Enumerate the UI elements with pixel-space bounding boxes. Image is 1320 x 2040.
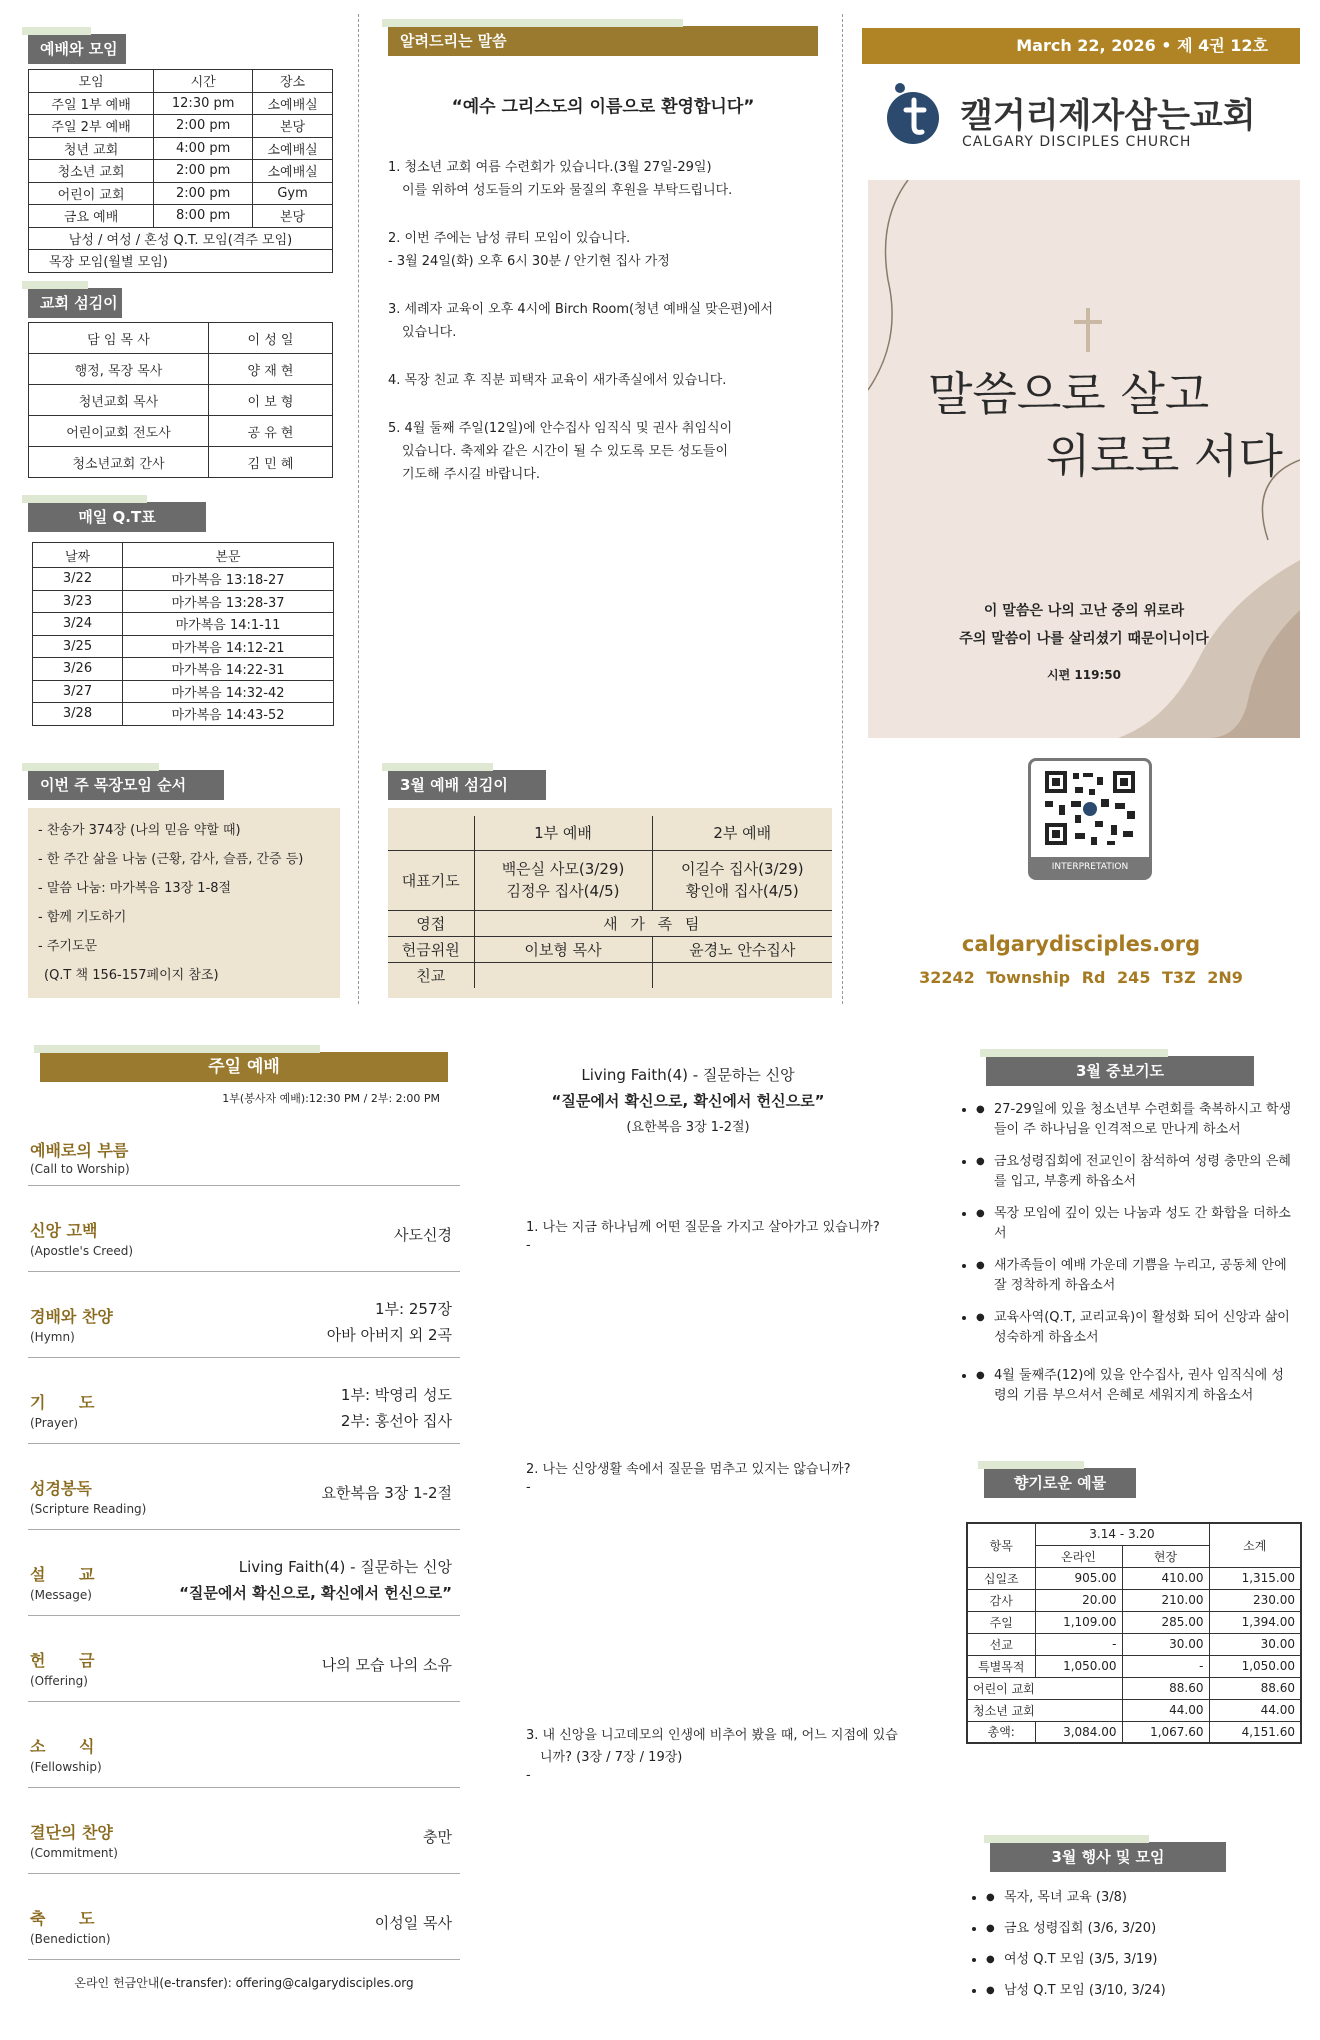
event-item: ● • 금요 성령집회 (3/6, 3/20)	[986, 1919, 1286, 1939]
notice-item: 2. 이번 주에는 남성 큐티 모임이 있습니다. - 3월 24일(화) 오후 6시 30분 / 안기현 집사 가정	[388, 231, 670, 269]
order-row-offering: 헌 금 (Offering) 나의 모습 나의 소유	[28, 1630, 460, 1702]
question-1: 1. 나는 지금 하나님께 어떤 질문을 가지고 살아가고 있습니까?	[526, 1220, 880, 1235]
order-row-commitment: 결단의 찬양 (Commitment) 충만	[28, 1802, 460, 1874]
slogan-line-2: 위로로 서다	[1046, 429, 1283, 483]
offering-table: 항목 3.14 - 3.20 소계 온라인 현장 십일조 905.00 410.00 1,315.00 감사 20.00 210.00 230.00 주일 1,109.00 285.00 1,394.00 선교 - 30.00 30.00 특별목적 1,050.00 - 1,050.00 어린이 교회 88.60 88.60 청소년 교회 44.00 44.00 총액: 3,084.00 1,067.60 4,151.60	[966, 1522, 1302, 1744]
verse-ref: 시편 119:50	[1047, 668, 1121, 682]
order-row-message: 설 교 (Message) Living Faith(4) - 질문하는 신앙 “질문에서 확신으로, 확신에서 헌신으로”	[28, 1544, 460, 1616]
cell-item: (Q.T 책 156-157페이지 참조)	[44, 968, 219, 983]
qr-code[interactable]	[1028, 758, 1152, 880]
staff-table: 담 임 목 사 이 성 일 행정, 목장 목사 양 재 현 청년교회 목사 이 보 형 어린이교회 전도사 공 유 현 청소년교회 간사 김 민 혜	[28, 322, 333, 478]
order-row-creed: 신앙 고백 (Apostle's Creed) 사도신경	[28, 1200, 460, 1272]
prayer-item: ● • 교육사역(Q.T, 교리교육)이 활성화 되어 신앙과 삶이 성숙하게 하옵소서	[976, 1308, 1296, 1348]
event-item: ● • 여성 Q.T 모임 (3/5, 3/19)	[986, 1950, 1286, 1970]
answer-dash: -	[526, 1480, 531, 1495]
event-item: ● • 남성 Q.T 모임 (3/10, 3/24)	[986, 1981, 1286, 2001]
schedule-header: 예배와 모임	[28, 34, 126, 64]
staff-header: 교회 섬김이	[28, 288, 122, 318]
online-offering-info: 온라인 헌금안내(e-transfer): offering@calgarydisciples.org	[74, 1976, 414, 1990]
question-3: 3. 내 신앙을 니고데모의 인생에 비추어 봤을 때, 어느 지점에 있습	[526, 1728, 898, 1743]
address-text: 32242 Township Rd 245 T3Z 2N9	[919, 968, 1243, 987]
notice-item: 4. 목장 친교 후 직분 피택자 교육이 새가족실에서 있습니다.	[388, 373, 727, 388]
order-row-fellowship: 소 식 (Fellowship)	[28, 1716, 460, 1788]
events-list	[986, 1888, 1286, 2012]
church-logo	[884, 82, 942, 144]
qt-table: 날짜 본문 3/22 마가복음 13:18-27 3/23 마가복음 13:28-37 3/24 마가복음 14:1-11 3/25 마가복음 14:12-21 3/26 마가복음 14:22-31 3/27 마가복음 14:32-42 3/28 마가복음 14:43-52	[32, 542, 334, 726]
cell-item: - 찬송가 374장 (나의 믿음 약할 때)	[38, 823, 241, 838]
notice-list	[388, 156, 828, 486]
answer-dash: -	[526, 1768, 531, 1783]
sermon-ref: (요한복음 3장 1-2절)	[626, 1120, 750, 1135]
verse-line-2: 주의 말씀이 나를 살리셨기 때문이니이다	[959, 631, 1209, 647]
qt-header: 매일 Q.T표	[28, 502, 206, 532]
sermon-title: Living Faith(4) - 질문하는 신앙	[581, 1066, 795, 1084]
logo-icon	[884, 82, 942, 144]
order-header: 주일 예배	[40, 1052, 448, 1082]
welcome-text: “예수 그리스도의 이름으로 환영합니다”	[451, 97, 755, 117]
verse-line-1: 이 말씀은 나의 고난 중의 위로라	[983, 603, 1185, 619]
notice-item: 3. 세례자 교육이 오후 4시에 Birch Room(청년 예배실 맞은편)에서 있습니다.	[388, 302, 774, 340]
event-item: ● • 목자, 목녀 교육 (3/8)	[986, 1888, 1286, 1908]
servants-table: 1부 예배 2부 예배 대표기도 백은실 사모(3/29) 김정우 집사(4/5) 이길수 집사(3/29) 황인애 집사(4/5) 영접 새 가 족 팀 헌금위원 이보형 목사 윤경노 안수집사 친교	[388, 816, 832, 988]
cell-item: - 말씀 나눔: 마가복음 13장 1-8절	[38, 881, 232, 896]
order-row-scripture: 성경봉독 (Scripture Reading) 요한복음 3장 1-2절	[28, 1458, 460, 1530]
cell-group-header: 이번 주 목장모임 순서	[28, 770, 224, 800]
qr-icon	[1031, 761, 1149, 855]
servants-box	[388, 808, 832, 998]
divider-right	[842, 14, 843, 1004]
cover-card	[868, 180, 1300, 738]
order-subtitle: 1부(봉사자 예배):12:30 PM / 2부: 2:00 PM	[222, 1092, 440, 1105]
prayer-list	[976, 1100, 1296, 1418]
offering-header: 향기로운 예물	[984, 1468, 1136, 1498]
cell-item: - 함께 기도하기	[38, 910, 127, 925]
servants-header: 3월 예배 섬김이	[388, 770, 546, 800]
notice-item: 1. 청소년 교회 여름 수련회가 있습니다.(3월 27일-29일) 이를 위하여 성도들의 기도와 물질의 후원을 부탁드립니다.	[388, 160, 733, 198]
prayer-item: ● • 새가족들이 예배 가운데 기쁨을 누리고, 공동체 안에 잘 정착하게 하옵소서	[976, 1256, 1296, 1296]
prayer-item: ● • 27-29일에 있을 청소년부 수련회를 축복하시고 학생들이 주 하나님을 인격적으로 만나게 하소서	[976, 1100, 1296, 1140]
order-row-prayer: 기 도 (Prayer) 1부: 박영리 성도 2부: 홍선아 집사	[28, 1372, 460, 1444]
divider-left	[358, 14, 359, 1004]
church-name-en: CALGARY DISCIPLES CHURCH	[962, 134, 1192, 150]
church-name-ko: 캘거리제자삼는교회	[960, 96, 1256, 136]
cell-item: - 한 주간 삶을 나눔 (근황, 감사, 슬픔, 간증 등)	[38, 852, 304, 867]
cell-group-box	[28, 808, 340, 998]
events-header: 3월 행사 및 모임	[990, 1842, 1226, 1872]
prayer-item: ● • 금요성령집회에 전교인이 참석하여 성령 충만의 은혜를 입고, 부흥케 하옵소서	[976, 1152, 1296, 1192]
schedule-table: 모임 시간 장소 주일 1부 예배 12:30 pm 소예배실 주일 2부 예배 2:00 pm 본당 청년 교회 4:00 pm 소예배실 청소년 교회 2:00 pm 소예배실 어린이 교회 2:00 pm Gym 금요 예배 8:00 pm 본당 남성 / 여성 / 혼성 Q.T. 모임(격주 모임) 목장 모임(월별 모임)	[28, 69, 333, 273]
notices-header: 알려드리는 말씀	[388, 26, 818, 56]
slogan-line-1: 말씀으로 살고	[928, 367, 1210, 421]
prayer-item: ● • 4월 둘째주(12)에 있을 안수집사, 권사 임직식에 성령의 기름 부으셔서 은혜로 세워지게 하옵소서	[976, 1366, 1296, 1406]
cell-item: - 주기도문	[38, 939, 98, 954]
date-bar: March 22, 2026 • 제 4권 12호	[862, 28, 1300, 64]
website-link[interactable]: calgarydisciples.org	[961, 932, 1201, 956]
question-2: 2. 나는 신앙생활 속에서 질문을 멈추고 있지는 않습니까?	[526, 1462, 851, 1477]
question-3-cont: 니까? (3장 / 7장 / 19장)	[540, 1750, 683, 1765]
prayer-item: ● • 목장 모임에 깊이 있는 나눔과 성도 간 화합을 더하소서	[976, 1204, 1296, 1244]
notice-item: 5. 4월 둘째 주일(12일)에 안수집사 임직식 및 권사 취임식이 있습니다. 축제와 같은 시간이 될 수 있도록 모든 성도들이 기도해 주시길 바랍니다.	[388, 421, 733, 482]
prayer-header: 3월 중보기도	[986, 1056, 1254, 1086]
answer-dash: -	[526, 1238, 531, 1253]
qr-label: INTERPRETATION	[1031, 857, 1149, 877]
order-row-benediction: 축 도 (Benediction) 이성일 목사	[28, 1888, 460, 1960]
order-row-call: 예배로의 부름 (Call to Worship)	[28, 1130, 460, 1186]
order-row-hymn: 경배와 찬양 (Hymn) 1부: 257장 아바 아버지 외 2곡	[28, 1286, 460, 1358]
sermon-subtitle: “질문에서 확신으로, 확신에서 헌신으로”	[551, 1092, 825, 1110]
